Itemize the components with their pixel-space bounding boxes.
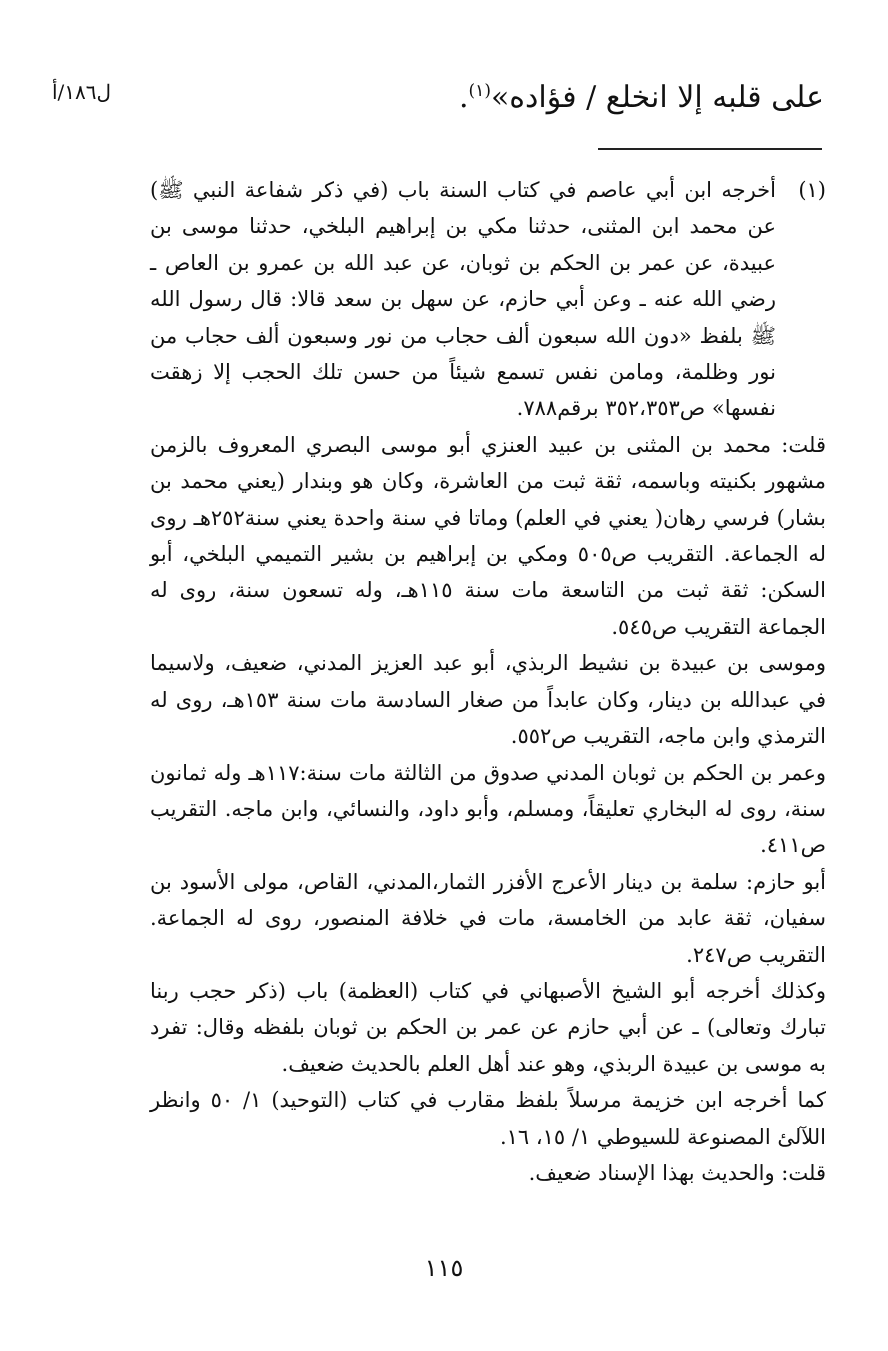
footnote-separator bbox=[598, 148, 822, 150]
footnote-marker: (١) bbox=[798, 178, 826, 202]
footnote-paragraph: قلت: والحديث بهذا الإسناد ضعيف. bbox=[528, 1160, 826, 1185]
manuscript-folio-reference: ل١٨٦/أ bbox=[52, 80, 112, 104]
footnote-paragraph: وموسى بن عبيدة بن نشيط الربذي، أبو عبد العزيز المدني، ضعيف، ولاسيما في عبدالله بن دينار، وكان عابداً من صغار السادسة مات سنة ١٥٣هـ، روى له الترمذي وابن ماجه، التقريب ص٥٥٢. bbox=[150, 651, 827, 749]
footnote-paragraph: وعمر بن الحكم بن ثوبان المدني صدوق من الثالثة مات سنة:١١٧هـ وله ثمانون سنة، روى له البخاري تعليقاً، ومسلم، وأبو داود، والنسائي، وابن ماجه. التقريب ص٤١١. bbox=[150, 760, 827, 858]
main-text-end: . bbox=[458, 80, 469, 115]
footnote-paragraph: أبو حازم: سلمة بن دينار الأعرج الأفزر الثمار،المدني، القاص، مولى الأسود بن سفيان، ثقة عابد من الخامسة، مات في خلافة المنصور، روى له الجماعة. التقريب ص٢٤٧. bbox=[150, 869, 826, 967]
footnote-paragraph: أخرجه ابن أبي عاصم في كتاب السنة باب (في ذكر شفاعة النبي ﷺ) عن محمد ابن المثنى، حدثنا مكي بن إبراهيم البلخي، حدثنا موسى بن عبيدة، عن عمر بن الحكم بن ثوبان، عن عبد الله بن عمرو بن العاص ـ رضي الله عنه ـ وعن أبي حازم، عن سهل بن سعد قالا: قال رسول الله ﷺ بلفظ «دون الله سبعون ألف حجاب من نور وسبعون ألف حجاب من نور وظلمة، ومامن نفس تسمع شيئاً من حسن تلك الحجب إلا زهقت نفسها» ص٣٥٢،٣٥٣ برقم٧٨٨. bbox=[150, 178, 776, 421]
footnote-first-paragraph bbox=[150, 172, 826, 427]
main-text-line bbox=[459, 80, 824, 115]
main-text: على قلبه إلا انخلع / فؤاده» bbox=[490, 80, 824, 115]
footnote-paragraph: قلت: محمد بن المثنى بن عبيد العنزي أبو موسى البصري المعروف بالزمن مشهور بكنيته وباسمه، ثقة ثبت من العاشرة، وكان هو وبندار (يعني محمد بن بشار) فرسي رهان( يعني في العلم) وماتا في سنة واحدة يعني سنة٢٥٢هـ روى له الجماعة. التقريب ص٥٠٥ ومكي بن إبراهيم بن بشير التميمي البلخي، أبو السكن: ثقة ثبت من التاسعة مات سنة ١١٥هـ، وله تسعون سنة، روى له الجماعة التقريب ص٥٤٥. bbox=[150, 432, 827, 639]
footnote-section bbox=[150, 172, 826, 1191]
footnote-reference: (١) bbox=[468, 81, 491, 101]
footnote-paragraph: وكذلك أخرجه أبو الشيخ الأصبهاني في كتاب (العظمة) باب (ذكر حجب ربنا تبارك وتعالى) ـ عن أبي حازم عن عمر بن الحكم بن ثوبان بلفظه وقال: تفرد به موسى بن عبيدة الربذي، وهو عند أهل العلم بالحديث ضعيف. bbox=[150, 978, 826, 1076]
page-number: ١١٥ bbox=[424, 1254, 464, 1282]
footnote-paragraph: كما أخرجه ابن خزيمة مرسلاً بلفظ مقارب في كتاب (التوحيد) ١/ ٥٠ وانظر اللآلئ المصنوعة للسيوطي ١/ ١٥، ١٦. bbox=[150, 1088, 826, 1149]
